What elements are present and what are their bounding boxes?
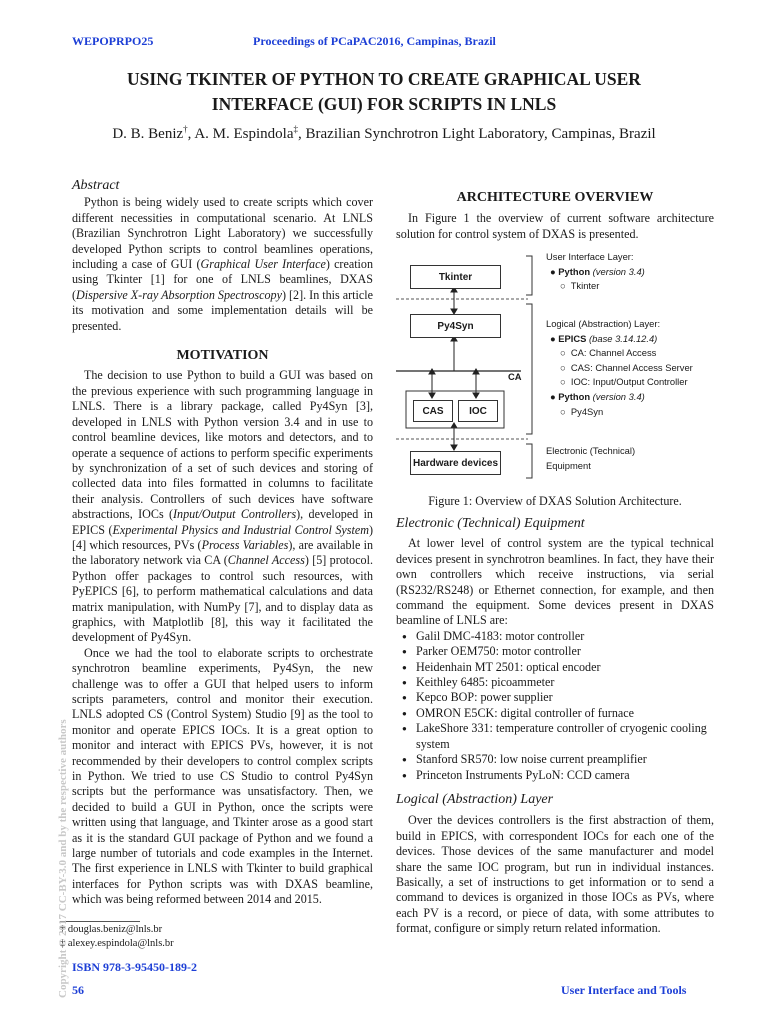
abstract-part-3: ) [2]. In this article its motivation and some implementation details will be presented. (72, 287, 373, 333)
list-item: ● Galil DMC-4183: motor controller (416, 629, 714, 644)
motivation-heading: MOTIVATION (176, 348, 269, 364)
ioc-box: IOC (458, 400, 498, 422)
ioc-item-text: IOC: Input/Output Controller (570, 376, 688, 388)
brace-ui (526, 256, 532, 295)
arrowhead-down-3 (451, 445, 457, 450)
right-column-top (396, 190, 714, 242)
logical-python-item: ● Python (version 3.4) (550, 390, 645, 402)
architecture-intro: In Figure 1 the overview of current software architecture solution for control system of DXAS is presented. (396, 211, 714, 241)
electronic-layer-title-1: Electronic (Technical) (546, 445, 636, 456)
ui-layer-title: User Interface Layer: (546, 251, 634, 262)
list-item: ● Kepco BOP: power supplier (416, 690, 714, 705)
mot-em-3: Process Variables (201, 537, 289, 552)
ca-item: ○ CA: Channel Access (560, 347, 657, 359)
brace-electronic (526, 444, 532, 478)
device-list (396, 629, 714, 783)
footer-section: User Interface and Tools (561, 983, 687, 997)
ui-python-version: (version 3.4) (592, 265, 645, 277)
architecture-figure (396, 248, 714, 484)
page-number: 56 (72, 983, 84, 997)
arrowhead-down-cas (429, 393, 435, 398)
list-item: ● LakeShore 331: temperature controller of cryogenic cooling system (416, 721, 714, 752)
arrowhead-down-ioc (473, 393, 479, 398)
list-item: ● OMRON E5CK: digital controller of furnace (416, 706, 714, 721)
logical-layer-labels (546, 317, 693, 419)
electronic-intro: At lower level of control system are the typical technical devices present in synchrotron beamlines. In fact, they have their own controllers which receive instructions, via serial (RS232/RS248) or Ethernet connection, for example, and then command the equipment. Some devices present in DXAS beamline of LNLS are: (396, 536, 714, 628)
abstract-part-2: ) creation using Tkinter [1] for one of LNLS beamlines, DXAS ( (72, 257, 374, 302)
abstract-text (72, 195, 373, 334)
mot-part-e: ) [5] protocol. Python offer packages to control such resources, with PyEPICS [6], to perform mathematical calculations and data matrix manipulation, with NumPy [7], and to display data as graphics, with Matplotlib [8], this way it facilitated the development of Py4Syn. (72, 553, 373, 645)
abstract-em-1: Graphical User Interface (200, 257, 326, 272)
hardware-devices-box: Hardware devices (410, 451, 501, 475)
abstract-em-2: Dispersive X-ray Absorption Spectroscopy (76, 287, 282, 302)
electronic-layer-title-2: Equipment (546, 459, 591, 471)
footnote-2: ‡ alexey.espindola@lnls.br (60, 938, 174, 949)
cas-item-text: CAS: Channel Access Server (570, 361, 693, 373)
footnote-rule (60, 921, 140, 922)
copyright-notice: Copyright © 2017 CC-BY-3.0 and by the respective authors (57, 719, 69, 998)
arrowhead-up-3 (451, 423, 457, 428)
tkinter-box: Tkinter (410, 265, 501, 289)
paper-code: WEPOPRPO25 (72, 34, 154, 48)
brace-logical (526, 304, 532, 434)
logical-python-name: Python (558, 390, 591, 402)
mot-em-2: Experimental Physics and Industrial Control System (112, 522, 369, 537)
ui-tkinter-name: Tkinter (570, 280, 600, 292)
author-1: D. B. Beniz (112, 126, 184, 142)
abstract-part-1: Python is being widely used to create scripts which cover different necessities in computational scenario. At LNLS (Brazilian Synchrotron Light Laboratory) we successfully developed Python scripts to control beamlines operations, including a case of GUI ( (72, 195, 373, 272)
list-item: ● Heidenhain MT 2501: optical encoder (416, 660, 714, 675)
footnote-1: † douglas.beniz@lnls.br (60, 924, 163, 935)
list-item: ● Keithley 6485: picoammeter (416, 675, 714, 690)
mot-part-a: The decision to use Python to build a GUI was based on the previous experience with such programming language in LNLS. There is a library package, called Py4Syn [3], developed in LNLS with Python version 3.4 and in use to control beamline devices, like motors and detectors, and to operate a sequence of actions to perform specific experiments by synchronization of a set of such devices and storing of collected data into files formatted in columns to facilitate their analysis. Controllers of such devices have software abstractions, IOCs ( (72, 368, 373, 522)
abstract-heading: Abstract (72, 178, 120, 193)
logical-python-version: (version 3.4) (592, 390, 645, 402)
logical-py4syn-item: ○ Py4Syn (560, 405, 604, 417)
paper-title (40, 67, 728, 117)
list-item: ● Stanford SR570: low noise current preamplifier (416, 752, 714, 767)
electronic-layer-labels (546, 444, 635, 473)
ui-tkinter-item: ○ Tkinter (560, 280, 600, 292)
mot-em-4: Channel Access (227, 553, 305, 568)
ca-item-text: CA: Channel Access (570, 347, 657, 359)
author-2-mark: ‡ (293, 124, 298, 134)
left-column (72, 178, 373, 908)
list-item: ● Parker OEM750: motor controller (416, 644, 714, 659)
ca-label: CA (508, 371, 522, 382)
title-line-2: INTERFACE (GUI) FOR SCRIPTS IN LNLS (211, 94, 557, 114)
logical-heading: Logical (Abstraction) Layer (396, 791, 554, 807)
footnotes (60, 923, 174, 951)
proceedings-title: Proceedings of PCaPAC2016, Campinas, Brazil (253, 34, 496, 48)
title-line-1: USING TKINTER OF PYTHON TO CREATE GRAPHICAL USER (127, 69, 641, 89)
figure-caption: Figure 1: Overview of DXAS Solution Architecture. (428, 494, 682, 508)
isbn: ISBN 978-3-95450-189-2 (72, 960, 197, 974)
logical-paragraph: Over the devices controllers is the first abstraction of them, build in EPICS, with correspondent IOCs for each one of the devices. Those devices of the same manufacturer and model share the same IOC program, but run in individual instances. Basically, a set of instructions to get information or to send a command to devices is organized in those IOCs as PVs, where each PV is a record, or piece of data, with some attributes to format, configure or simply return related information. (396, 813, 714, 936)
logical-layer-title: Logical (Abstraction) Layer: (546, 318, 661, 329)
author-2: A. M. Espindola (194, 126, 294, 142)
affiliation: Brazilian Synchrotron Light Laboratory, Campinas, Brazil (305, 126, 656, 142)
ioc-item: ○ IOC: Input/Output Controller (560, 376, 688, 388)
py4syn-box: Py4Syn (410, 314, 501, 338)
epics-name: EPICS (558, 332, 587, 344)
right-column-bottom (396, 516, 714, 937)
list-item: ● Princeton Instruments PyLoN: CCD camera (416, 768, 714, 783)
cas-item: ○ CAS: Channel Access Server (560, 361, 693, 373)
mot-em-1: Input/Output Controllers (173, 507, 297, 522)
architecture-heading: ARCHITECTURE OVERVIEW (456, 190, 654, 205)
mot-part-b: ), developed in EPICS ( (72, 507, 373, 537)
electronic-heading: Electronic (Technical) Equipment (396, 516, 585, 531)
motivation-paragraph-1 (72, 368, 373, 645)
author-line: D. B. Beniz†, A. M. Espindola‡, Brazilian Synchrotron Light Laboratory, Campinas, Brazil (112, 124, 656, 142)
ui-python-name: Python (558, 265, 591, 277)
logical-py4syn-name: Py4Syn (570, 405, 604, 417)
mot-part-c: ) [4] which resources, PVs ( (72, 522, 374, 552)
epics-item: ● EPICS (base 3.14.12.4) (550, 332, 658, 344)
mot-part-d: ), are available in the laboratory network via CA ( (72, 537, 373, 568)
ui-python-item: ● Python (version 3.4) (550, 265, 645, 277)
epics-version: (base 3.14.12.4) (589, 332, 658, 344)
author-1-mark: † (183, 124, 188, 134)
cas-box: CAS (413, 400, 453, 422)
motivation-paragraph-2: Once we had the tool to elaborate scripts to orchestrate synchrotron beamline experiments, Py4Syn, the new challenge was to offer a GUI that helped users to inform scripts parameters, control and monitor their execution. LNLS adopted CS (Control System) Studio [9] as the tool to monitor and operate EPICS IOCs. It is a great option to monitor and interact with EPICS PVs, however, it is not recommended by their developers to control complex scripts in Python. We tried to use CS Studio to control Py4Syn scripts but the performance was unsatisfactory. Then, we decided to build a GUI in Python, once the scripts were written using that language, and Tkinter arose as a good start as it is the standard GUI package of Python and we found a large number of tutorials and code examples in the Internet. The first experience in LNLS with Tkinter to build graphical interfaces for Python scripts was with DXAS beamline, which was being reformed between 2014 and 2015. (72, 645, 373, 907)
ui-layer-labels (546, 250, 645, 294)
